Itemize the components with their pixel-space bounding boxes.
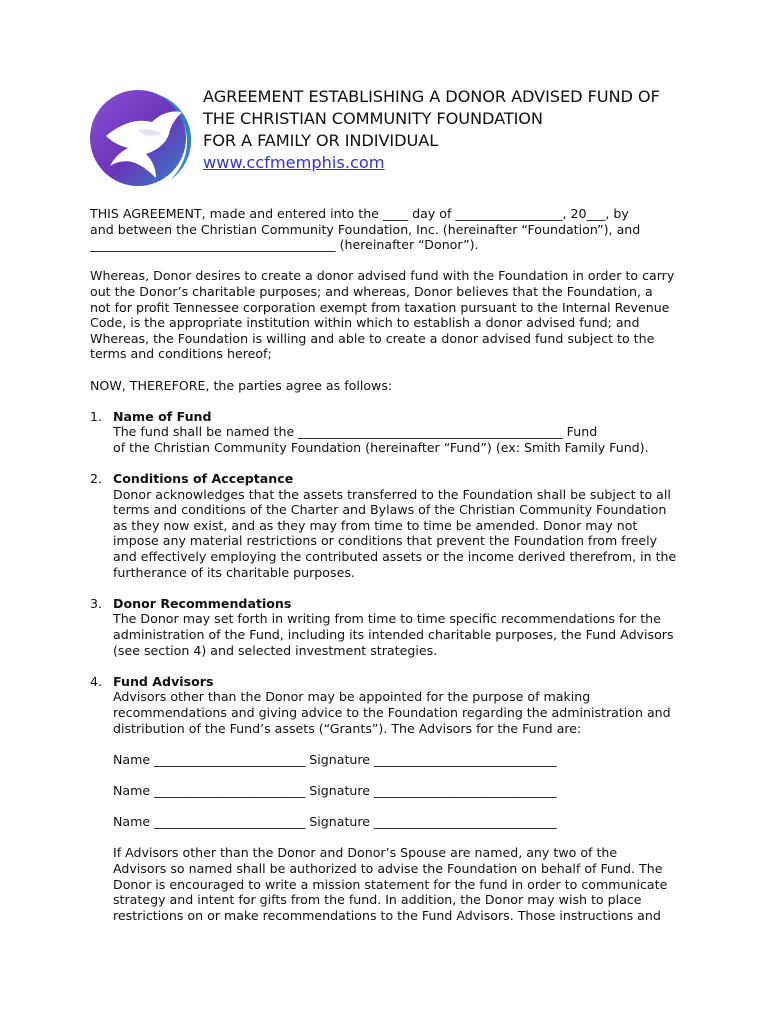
section-number: 3. <box>90 595 103 611</box>
advisors-note: If Advisors other than the Donor and Donor’s Spouse are named, any two of the Advisors so named shall be authorized to advise the Foundation on behalf of Fund. The Donor is encouraged to write a mission statement for the fund in order to communicate strategy and intent for gifts from the fund. In addition, the Donor may wish to place restrictions on or make recommendations to the Fund Advisors. Those instructions and <box>113 845 668 923</box>
section-title: Conditions of Acceptance <box>113 471 294 487</box>
section-number: 2. <box>90 471 103 487</box>
section-donor-recommendations <box>90 596 690 658</box>
title-line-3: FOR A FAMILY OR INDIVIDUAL <box>203 131 439 150</box>
section-text: Advisors other than the Donor may be appointed for the purpose of making recommendations and giving advice to the Foundation regarding the administration and distribution of the Fund’s assets (“Grants”). The Advisors for the Fund are: <box>113 689 671 736</box>
document-header <box>203 86 743 174</box>
section-title: Donor Recommendations <box>113 595 292 611</box>
title-line-2: THE CHRISTIAN COMMUNITY FOUNDATION <box>203 109 543 128</box>
section-conditions-of-acceptance <box>90 471 690 580</box>
section-number: 4. <box>90 673 103 689</box>
section-text: The fund shall be named the __________________________________________ Fund of the Christian Community Foundation (hereinafter “Fund”) (ex: Smith Family Fund). <box>113 424 649 455</box>
advisor-signature-line[interactable]: Name ________________________ Signature _____________________________ <box>113 751 557 767</box>
section-title: Fund Advisors <box>113 673 214 689</box>
advisor-signature-line[interactable]: Name ________________________ Signature _____________________________ <box>113 782 557 798</box>
section-name-of-fund <box>90 409 690 456</box>
title-line-1: AGREEMENT ESTABLISHING A DONOR ADVISED FUND OF <box>203 87 660 106</box>
document-body <box>90 206 690 939</box>
section-text: The Donor may set forth in writing from time to time specific recommendations for the administration of the Fund, including its intended charitable purposes, the Fund Advisors (see section 4) and selected investment strategies. <box>113 611 674 658</box>
dove-logo-icon <box>86 84 194 192</box>
section-number: 1. <box>90 408 103 424</box>
whereas-paragraph: Whereas, Donor desires to create a donor advised fund with the Foundation in order to carry out the Donor’s charitable purposes; and whereas, Donor believes that the Foundation, a not for profit Tennessee corporation exempt from taxation pursuant to the Internal Revenue Code, is the appropriate institution within which to establish a donor advised fund; and Whereas, the Foundation is willing and able to create a donor advised fund subject to the terms and conditions hereof; <box>90 268 675 362</box>
website-link[interactable]: www.ccfmemphis.com <box>203 153 385 172</box>
section-text: Donor acknowledges that the assets transferred to the Foundation shall be subject to all terms and conditions of the Charter and Bylaws of the Christian Community Foundation as they now exist, and as they may from time to time be amended. Donor may not impose any material restrictions or conditions that prevent the Foundation from freely and effectively employing the contributed assets or the income derived therefrom, in the furtherance of its charitable purposes. <box>113 486 677 580</box>
section-fund-advisors <box>90 674 690 924</box>
now-therefore-paragraph: NOW, THEREFORE, the parties agree as follows: <box>90 377 393 393</box>
intro-paragraph: THIS AGREEMENT, made and entered into the ____ day of _________________, 20___, by and between the Christian Community Foundation, Inc. (hereinafter “Foundation”), and _______________________________________ (hereinafter “Donor”). <box>90 206 641 253</box>
advisor-signature-line[interactable]: Name ________________________ Signature _____________________________ <box>113 814 557 830</box>
section-title: Name of Fund <box>113 408 212 424</box>
